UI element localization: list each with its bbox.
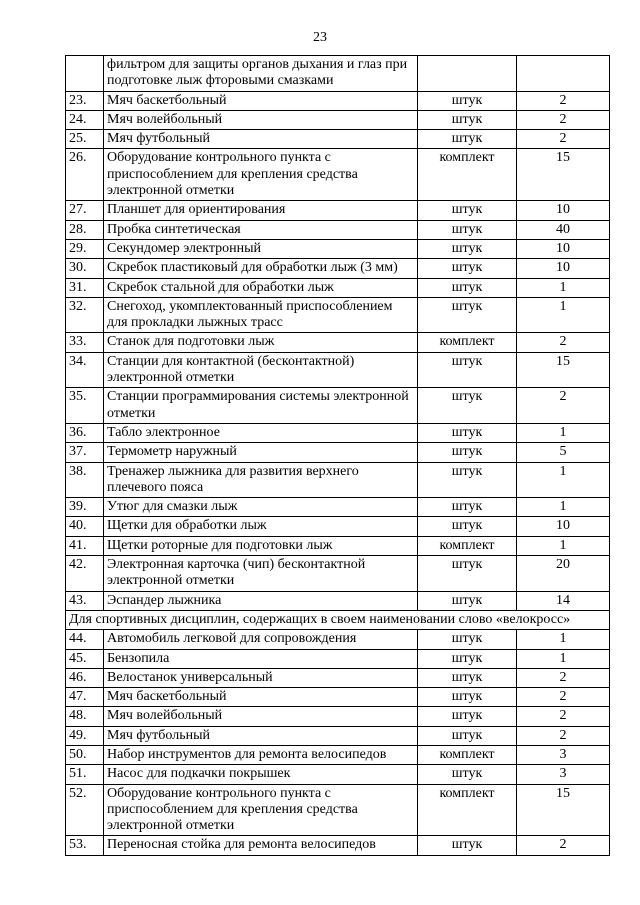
item-quantity <box>517 56 610 92</box>
item-name: Мяч баскетбольный <box>104 91 418 110</box>
item-unit: штук <box>418 91 517 110</box>
row-number: 45. <box>66 649 104 668</box>
item-name: Станции программирования системы электронной отметки <box>104 388 418 424</box>
item-unit: комплект <box>418 149 517 201</box>
table-row <box>66 765 610 784</box>
item-quantity: 2 <box>517 110 610 129</box>
page-number: 23 <box>313 30 327 45</box>
table-row <box>66 707 610 726</box>
item-unit: штук <box>418 220 517 239</box>
item-name: Насос для подкачки покрышек <box>104 765 418 784</box>
table-row <box>66 462 610 498</box>
table-row <box>66 726 610 745</box>
row-number: 27. <box>66 201 104 220</box>
item-quantity: 1 <box>517 498 610 517</box>
table-row <box>66 297 610 333</box>
table-row <box>66 556 610 592</box>
row-number: 31. <box>66 278 104 297</box>
item-quantity: 15 <box>517 352 610 388</box>
item-name: Мяч футбольный <box>104 130 418 149</box>
item-name: Набор инструментов для ремонта велосипедов <box>104 745 418 764</box>
item-name: Оборудование контрольного пункта с приспособлением для крепления средства электронной отметки <box>104 784 418 836</box>
row-number: 36. <box>66 423 104 442</box>
row-number: 38. <box>66 462 104 498</box>
row-number: 51. <box>66 765 104 784</box>
item-unit: штук <box>418 352 517 388</box>
item-quantity: 14 <box>517 591 610 610</box>
item-unit: штук <box>418 765 517 784</box>
item-quantity: 1 <box>517 297 610 333</box>
item-unit: штук <box>418 201 517 220</box>
item-quantity: 10 <box>517 201 610 220</box>
item-name: Мяч баскетбольный <box>104 688 418 707</box>
table-row <box>66 668 610 687</box>
table-row <box>66 278 610 297</box>
section-header-row <box>66 610 610 629</box>
item-unit <box>418 56 517 92</box>
item-unit: штук <box>418 388 517 424</box>
item-unit: штук <box>418 517 517 536</box>
row-number: 35. <box>66 388 104 424</box>
table-row <box>66 259 610 278</box>
row-number: 49. <box>66 726 104 745</box>
item-name: Мяч футбольный <box>104 726 418 745</box>
item-unit: штук <box>418 688 517 707</box>
row-number: 46. <box>66 668 104 687</box>
item-quantity: 20 <box>517 556 610 592</box>
item-quantity: 2 <box>517 688 610 707</box>
item-unit: штук <box>418 423 517 442</box>
row-number: 25. <box>66 130 104 149</box>
row-number: 50. <box>66 745 104 764</box>
item-unit: штук <box>418 556 517 592</box>
table-row <box>66 745 610 764</box>
row-number <box>66 56 104 92</box>
row-number: 39. <box>66 498 104 517</box>
item-name: Табло электронное <box>104 423 418 442</box>
row-number: 47. <box>66 688 104 707</box>
item-quantity: 3 <box>517 765 610 784</box>
table-row <box>66 130 610 149</box>
table-row <box>66 388 610 424</box>
item-name: Планшет для ориентирования <box>104 201 418 220</box>
item-name: Щетки для обработки лыж <box>104 517 418 536</box>
table-row <box>66 333 610 352</box>
item-quantity: 2 <box>517 333 610 352</box>
item-quantity: 5 <box>517 443 610 462</box>
item-quantity: 2 <box>517 388 610 424</box>
item-unit: штук <box>418 239 517 258</box>
item-name: Утюг для смазки лыж <box>104 498 418 517</box>
table-row <box>66 220 610 239</box>
equipment-table <box>65 55 610 856</box>
item-quantity: 15 <box>517 784 610 836</box>
item-unit: штук <box>418 649 517 668</box>
item-unit: комплект <box>418 536 517 555</box>
item-name: Оборудование контрольного пункта с приспособлением для крепления средства электронной отметки <box>104 149 418 201</box>
item-unit: штук <box>418 630 517 649</box>
equipment-table-body <box>66 56 610 856</box>
row-number: 34. <box>66 352 104 388</box>
item-name: Скребок пластиковый для обработки лыж (3 мм) <box>104 259 418 278</box>
row-number: 37. <box>66 443 104 462</box>
item-quantity: 1 <box>517 536 610 555</box>
item-quantity: 10 <box>517 259 610 278</box>
item-unit: штук <box>418 668 517 687</box>
item-name: Скребок стальной для обработки лыж <box>104 278 418 297</box>
item-name: Снегоход, укомплектованный приспособлением для прокладки лыжных трасс <box>104 297 418 333</box>
item-quantity: 2 <box>517 130 610 149</box>
item-name: Станции для контактной (бесконтактной) электронной отметки <box>104 352 418 388</box>
item-quantity: 40 <box>517 220 610 239</box>
row-number: 42. <box>66 556 104 592</box>
row-number: 33. <box>66 333 104 352</box>
table-row <box>66 591 610 610</box>
row-number: 52. <box>66 784 104 836</box>
row-number: 32. <box>66 297 104 333</box>
row-number: 40. <box>66 517 104 536</box>
row-number: 23. <box>66 91 104 110</box>
item-unit: штук <box>418 462 517 498</box>
item-quantity: 2 <box>517 91 610 110</box>
item-name: Мяч волейбольный <box>104 707 418 726</box>
item-unit: штук <box>418 443 517 462</box>
item-unit: штук <box>418 707 517 726</box>
item-name: Электронная карточка (чип) бесконтактной электронной отметки <box>104 556 418 592</box>
item-quantity: 3 <box>517 745 610 764</box>
item-unit: штук <box>418 278 517 297</box>
table-row <box>66 239 610 258</box>
table-row <box>66 630 610 649</box>
row-number: 44. <box>66 630 104 649</box>
table-row <box>66 56 610 92</box>
section-title: Для спортивных дисциплин, содержащих в своем наименовании слово «велокросс» <box>66 610 610 629</box>
row-number: 48. <box>66 707 104 726</box>
item-quantity: 10 <box>517 517 610 536</box>
item-name: Автомобиль легковой для сопровождения <box>104 630 418 649</box>
row-number: 30. <box>66 259 104 278</box>
item-name: Переносная стойка для ремонта велосипедов <box>104 836 418 855</box>
item-name: Бензопила <box>104 649 418 668</box>
item-name: Пробка синтетическая <box>104 220 418 239</box>
item-unit: комплект <box>418 784 517 836</box>
table-row <box>66 836 610 855</box>
item-name: Станок для подготовки лыж <box>104 333 418 352</box>
row-number: 28. <box>66 220 104 239</box>
row-number: 24. <box>66 110 104 129</box>
table-row <box>66 784 610 836</box>
item-unit: комплект <box>418 745 517 764</box>
item-quantity: 1 <box>517 649 610 668</box>
row-number: 53. <box>66 836 104 855</box>
row-number: 29. <box>66 239 104 258</box>
table-row <box>66 352 610 388</box>
table-row <box>66 110 610 129</box>
item-quantity: 2 <box>517 668 610 687</box>
item-quantity: 1 <box>517 278 610 297</box>
item-unit: комплект <box>418 333 517 352</box>
item-unit: штук <box>418 591 517 610</box>
item-name: Эспандер лыжника <box>104 591 418 610</box>
table-row <box>66 201 610 220</box>
table-row <box>66 91 610 110</box>
item-name: Мяч волейбольный <box>104 110 418 129</box>
item-quantity: 1 <box>517 630 610 649</box>
item-unit: штук <box>418 726 517 745</box>
item-unit: штук <box>418 297 517 333</box>
table-row <box>66 688 610 707</box>
table-row <box>66 423 610 442</box>
item-quantity: 1 <box>517 423 610 442</box>
table-row <box>66 498 610 517</box>
item-quantity: 1 <box>517 462 610 498</box>
table-row <box>66 443 610 462</box>
item-quantity: 2 <box>517 836 610 855</box>
item-unit: штук <box>418 130 517 149</box>
table-row <box>66 649 610 668</box>
item-quantity: 15 <box>517 149 610 201</box>
item-name: Термометр наружный <box>104 443 418 462</box>
row-number: 26. <box>66 149 104 201</box>
row-number: 41. <box>66 536 104 555</box>
table-row <box>66 517 610 536</box>
item-unit: штук <box>418 836 517 855</box>
item-unit: штук <box>418 259 517 278</box>
item-unit: штук <box>418 498 517 517</box>
item-name: Секундомер электронный <box>104 239 418 258</box>
item-name: фильтром для защиты органов дыхания и глаз при подготовке лыж фторовыми смазками <box>104 56 418 92</box>
item-name: Велостанок универсальный <box>104 668 418 687</box>
table-row <box>66 149 610 201</box>
table-row <box>66 536 610 555</box>
item-unit: штук <box>418 110 517 129</box>
item-quantity: 2 <box>517 726 610 745</box>
item-quantity: 10 <box>517 239 610 258</box>
item-quantity: 2 <box>517 707 610 726</box>
row-number: 43. <box>66 591 104 610</box>
item-name: Тренажер лыжника для развития верхнего плечевого пояса <box>104 462 418 498</box>
item-name: Щетки роторные для подготовки лыж <box>104 536 418 555</box>
